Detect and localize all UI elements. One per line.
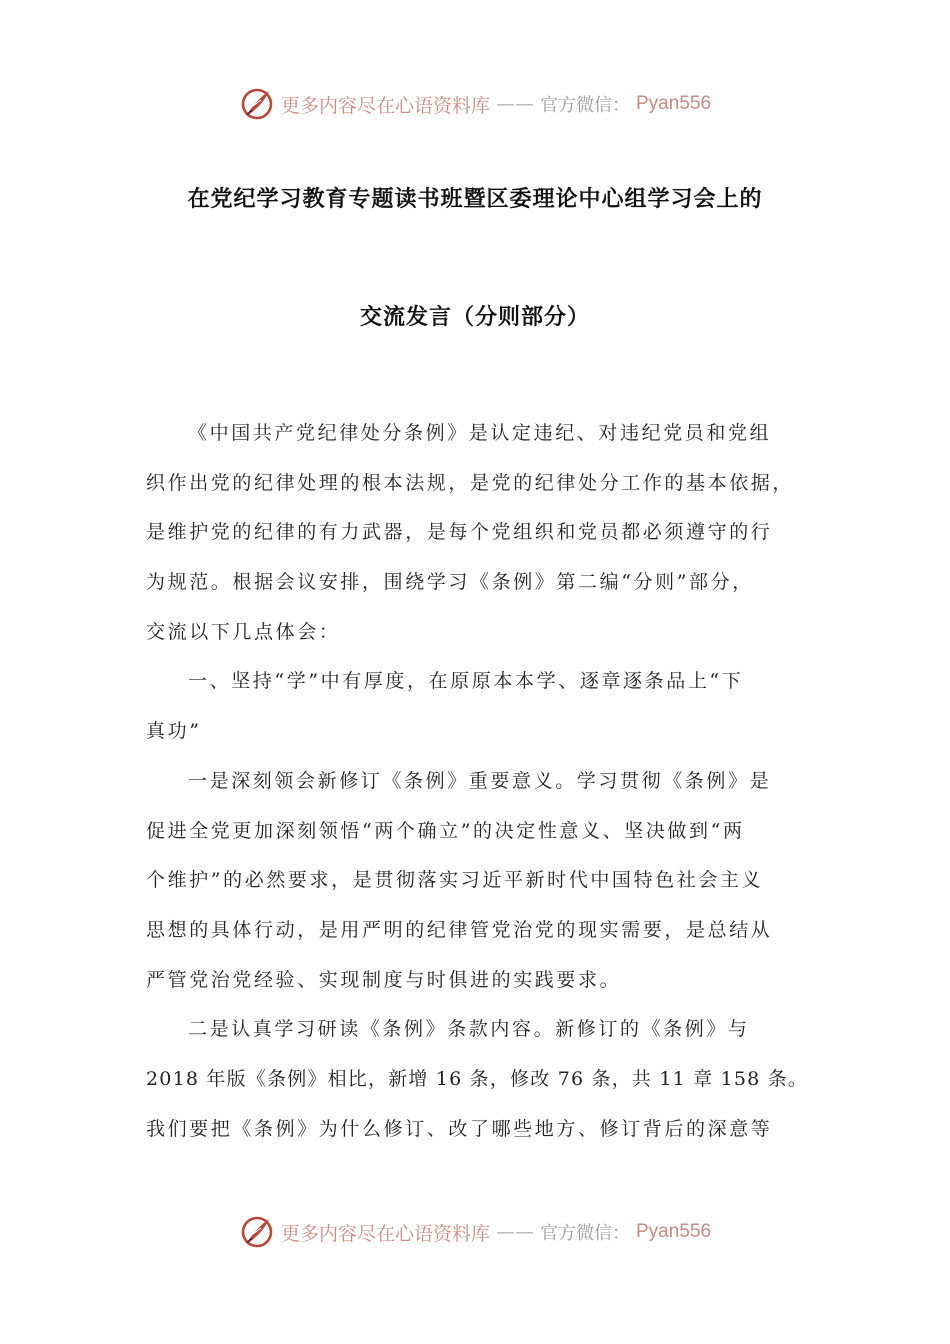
body-line: 为规范。根据会议安排，围绕学习《条例》第二编“分则”部分， xyxy=(146,571,754,594)
body-line: 交流以下几点体会： xyxy=(146,620,341,643)
header-banner xyxy=(0,82,950,126)
body-line: 二是认真学习研读《条例》条款内容。新修订的《条例》与 xyxy=(188,1018,750,1041)
section-heading-line: 真功” xyxy=(146,720,202,743)
header-banner-content xyxy=(239,86,711,122)
body-line: 严管党治党经验、实现制度与时俱进的实践要求。 xyxy=(146,968,622,991)
body-line: 织作出党的纪律处理的根本法规，是党的纪律处分工作的基本依据， xyxy=(146,471,795,494)
banner-main-text: 更多内容尽在心语资料库 xyxy=(280,1222,490,1245)
banner-dash: —— xyxy=(496,93,534,115)
banner-main-text: 更多内容尽在心语资料库 xyxy=(280,94,490,117)
quill-logo-icon xyxy=(239,86,275,122)
banner-dash: —— xyxy=(496,1221,534,1243)
document-title-line-2: 交流发言（分则部分） xyxy=(359,305,590,330)
banner-wechat-label: 官方微信： xyxy=(540,1223,630,1244)
footer-banner-content xyxy=(239,1214,711,1250)
banner-wechat-label: 官方微信： xyxy=(540,95,630,116)
quill-logo-icon xyxy=(239,1214,275,1250)
document-title-line-1: 在党纪学习教育专题读书班暨区委理论中心组学习会上的 xyxy=(187,187,763,212)
body-line: 《中国共产党纪律处分条例》是认定违纪、对违纪党员和党组 xyxy=(188,422,772,444)
body-line: 2018 年版《条例》相比，新增 16 条，修改 76 条，共 11 章 158 条。 xyxy=(146,1067,809,1090)
banner-wechat-id: Pyan556 xyxy=(636,1221,712,1242)
section-heading-line: 一、坚持“学”中有厚度，在原原本本学、逐章逐条品上“下 xyxy=(188,670,744,693)
body-line: 是维护党的纪律的有力武器，是每个党组织和党员都必须遵守的行 xyxy=(146,521,773,544)
body-line: 促进全党更加深刻领悟“两个确立”的决定性意义、坚决做到“两 xyxy=(146,819,745,842)
body-line: 一是深刻领会新修订《条例》重要意义。学习贯彻《条例》是 xyxy=(188,769,772,792)
banner-wechat-id: Pyan556 xyxy=(636,93,712,114)
body-line: 个维护”的必然要求，是贯彻落实习近平新时代中国特色社会主义 xyxy=(146,869,764,892)
body-line: 我们要把《条例》为什么修订、改了哪些地方、修订背后的深意等 xyxy=(146,1117,773,1140)
body-line: 思想的具体行动，是用严明的纪律管党治党的现实需要，是总结从 xyxy=(146,918,773,941)
document-body xyxy=(146,415,808,1160)
footer-banner xyxy=(0,1210,950,1254)
